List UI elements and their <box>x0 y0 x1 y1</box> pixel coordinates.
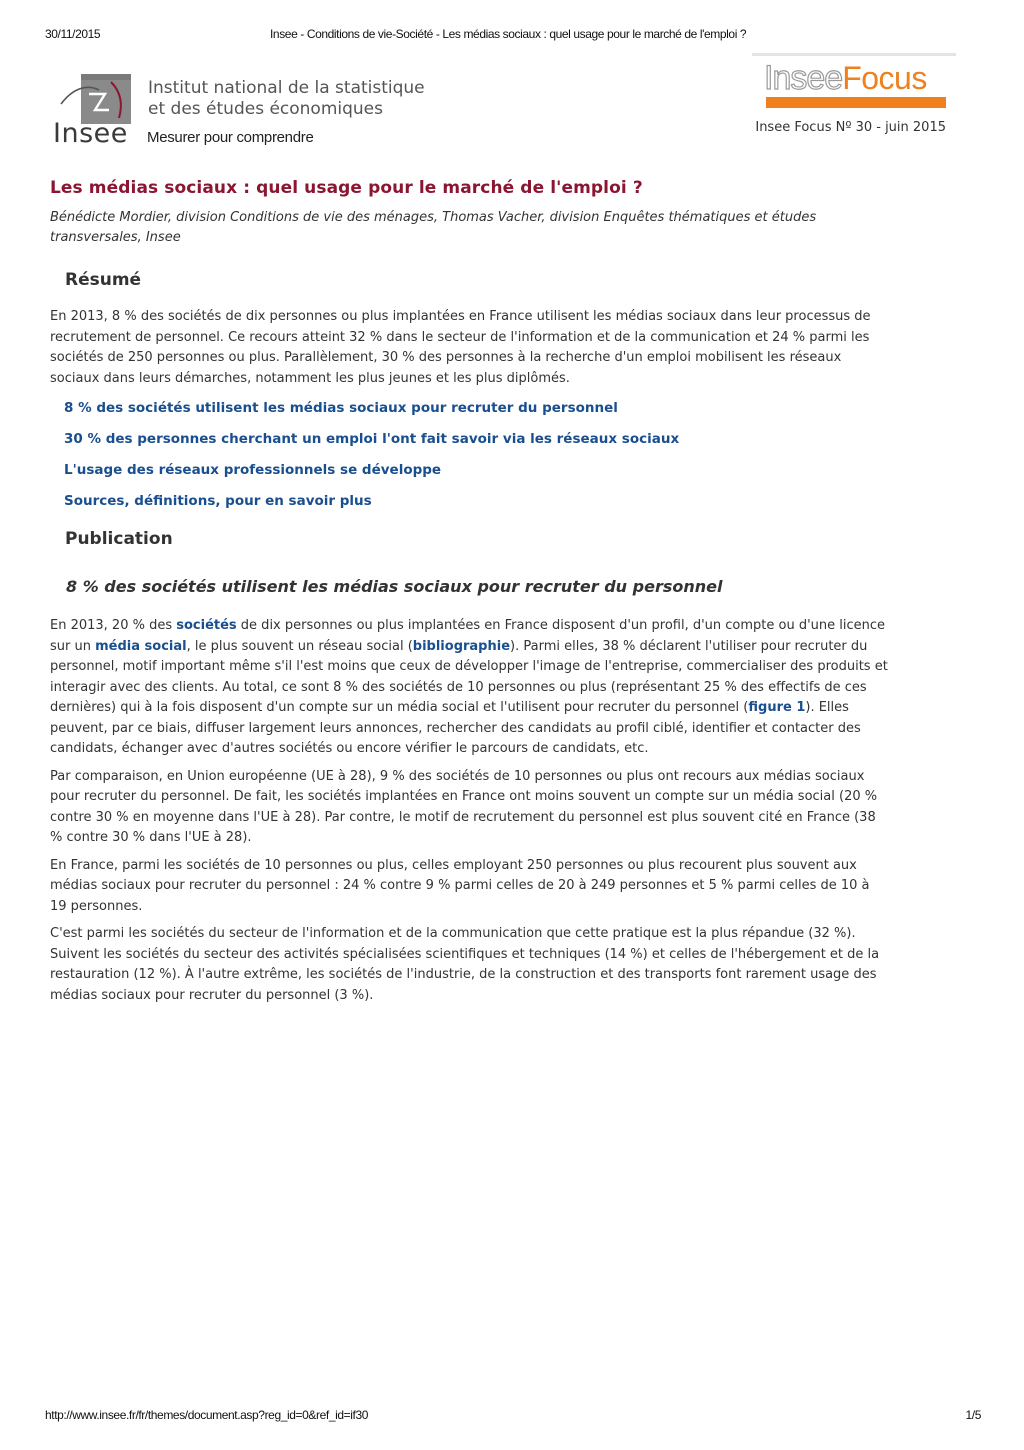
text-run: de dix personnes ou plus implantées en France disposent d'un profil, d'un compte ou d'une licence sur un <box>50 618 886 654</box>
list-item <box>64 455 890 486</box>
print-document-title: Insee - Conditions de vie-Société - Les médias sociaux : quel usage pour le marché de l'emploi ? <box>270 27 747 41</box>
summary-link-sources[interactable]: Sources, définitions, pour en savoir plus <box>64 493 372 509</box>
tagline: Mesurer pour comprendre <box>147 129 314 146</box>
link-figure-1[interactable]: figure 1 <box>748 700 806 715</box>
page-url: http://www.insee.fr/fr/themes/document.asp?reg_id=0&ref_id=if30 <box>45 1408 368 1422</box>
focus-logo-focus: Focus <box>842 60 927 96</box>
summary-heading: Résumé <box>65 270 142 290</box>
summary-link-recruiting[interactable]: 8 % des sociétés utilisent les médias sociaux pour recruter du personnel <box>64 400 618 416</box>
summary-text: En 2013, 8 % des sociétés de dix personnes ou plus implantées en France utilisent les médias sociaux dans leur processus de recrutement de personnel. Ce recours atteint 32 % dans le secteur de l'information et de la communication et 24 % parmi les sociétés de 250 personnes ou plus. Parallèlement, 30 % des personnes à la recherche d'un emploi mobilisent les réseaux sociaux dans leurs démarches, notamment les plus jeunes et les plus diplômés. <box>50 309 871 386</box>
link-media-social[interactable]: média social <box>95 638 187 654</box>
article-authors: Bénédicte Mordier, division Conditions de vie des ménages, Thomas Vacher, division Enquêtes thématiques et études transversales, Insee <box>50 210 817 245</box>
summary-link-job-seekers[interactable]: 30 % des personnes cherchant un emploi l'ont fait savoir via les réseaux sociaux <box>64 431 680 447</box>
article-content <box>50 178 890 1006</box>
publication-paragraph-2: Par comparaison, en Union européenne (UE à 28), 9 % des sociétés de 10 personnes ou plus ont recours aux médias sociaux pour recruter du personnel. De fait, les sociétés implantées en France ont moins souvent un compte sur un média social (20 % contre 30 % en moyenne dans l'UE à 28). Par contre, le motif de recrutement du personnel est plus souvent cité en France (38 % contre 30 % dans l'UE à 28). <box>50 768 878 845</box>
institution-name <box>148 78 448 120</box>
text-run: ). Elles peuvent, par ce biais, diffuser largement leurs annonces, rechercher des candidats au profil ciblé, identifier et contacter des candidats, échanger avec d'autres sociétés ou encore vérifier le parcours de candidats, etc. <box>50 700 861 756</box>
focus-logo-insee: Insee <box>764 59 843 97</box>
institution-name-line1: Institut national de la statistique <box>148 78 425 98</box>
article-title: Les médias sociaux : quel usage pour le marché de l'emploi ? <box>50 178 643 198</box>
print-date: 30/11/2015 <box>45 27 101 41</box>
publication-paragraph-3: En France, parmi les sociétés de 10 personnes ou plus, celles employant 250 personnes ou plus recourent plus souvent aux médias sociaux pour recruter du personnel : 24 % contre 9 % parmi celles de 20 à 249 personnes et 5 % parmi celles de 10 à 19 personnes. <box>50 857 870 914</box>
institution-name-line2: et des études économiques <box>148 99 383 119</box>
text-run: , le plus souvent un réseau social ( <box>186 638 413 654</box>
summary-link-professional-networks[interactable]: L'usage des réseaux professionnels se développe <box>64 462 442 478</box>
link-bibliographie[interactable]: bibliographie <box>412 638 511 654</box>
page-number: 1/5 <box>965 1408 981 1422</box>
list-item <box>64 486 890 517</box>
link-societes[interactable]: sociétés <box>176 618 237 633</box>
publication-paragraph-1 <box>50 616 890 760</box>
text-run: ). Parmi elles, 38 % déclarent l'utiliser pour recruter du personnel, motif important même s'il l'est moins que ceux de développer l'image de l'entreprise, commercialiser des produits et interagir avec des clients. Au total, ce sont 8 % des sociétés de 10 personnes ou plus (représentant 25 % des effectifs de ces dernières) qui à la fois disposent d'un compte sur un média social et l'utilisent pour recruter du personnel ( <box>50 638 888 715</box>
publication-paragraph-4: C'est parmi les sociétés du secteur de l'information et de la communication que cette pratique est la plus répandue (32 %). Suivent les sociétés du secteur des activités spécialisées scientifiques et techniques (14 %) et celles de l'hébergement et de la restauration (12 %). À l'autre extrême, les sociétés de l'industrie, de la construction et des transports font rarement usage des médias sociaux pour recruter du personnel (3 %). <box>50 926 880 1003</box>
focus-logo-bar <box>766 97 946 108</box>
insee-focus-block <box>752 53 956 143</box>
list-item <box>64 424 890 455</box>
publication-subheading: 8 % des sociétés utilisent les médias sociaux pour recruter du personnel <box>66 577 723 596</box>
summary-links <box>50 393 890 517</box>
text-run: En 2013, 20 % des <box>50 618 177 633</box>
focus-top-divider <box>752 53 956 56</box>
issue-number: Insee Focus Nº 30 - juin 2015 <box>755 120 946 135</box>
insee-wordmark: Insee <box>53 118 128 149</box>
list-item <box>64 393 890 424</box>
publication-heading: Publication <box>65 529 173 549</box>
insee-logo[interactable] <box>53 74 433 154</box>
